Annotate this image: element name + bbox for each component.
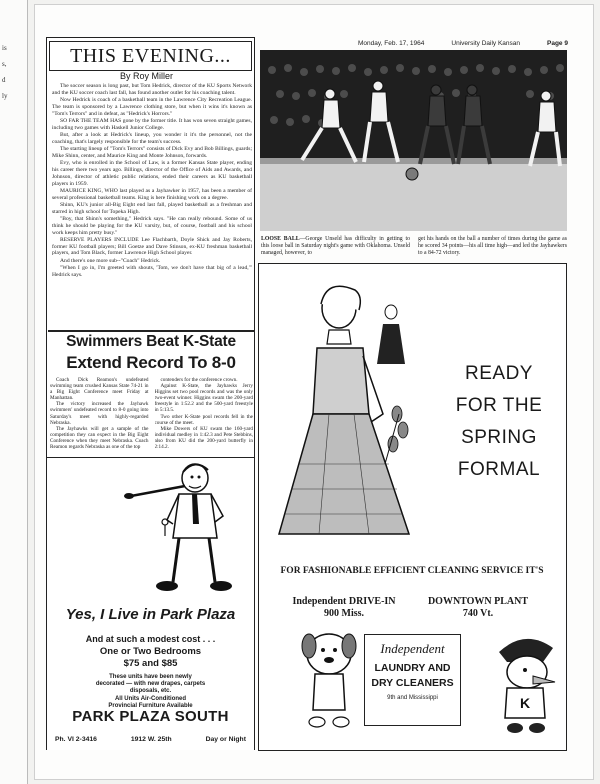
caption-col-1 [261, 236, 410, 257]
ad-features [47, 674, 254, 710]
issue-date: Monday, Feb. 17, 1964 [358, 40, 425, 47]
paragraph: Shinn, KU's junior all-Big Eight end last fall, played basketball as a freshman and starred in high school for Topeka High. [52, 201, 252, 215]
paragraph: And there's one more sub--"Coach" Hedrick. [60, 257, 161, 264]
location-2 [418, 596, 538, 620]
fragment: d [2, 76, 6, 84]
column-title: THIS EVENING... [70, 45, 231, 67]
paragraph: Two other K-State pool records fell in the course of the meet. [154, 413, 253, 426]
fragment: is [2, 44, 7, 52]
ad-name: PARK PLAZA SOUTH [72, 708, 229, 725]
paragraph: The starting lineup of "Tom's Terrors" consists of Dick Evy and Bob Billings, guards; Mike Shinn, center, and Maurice King and Monte Johnson, forwards. [52, 145, 252, 159]
headline-line: READY [465, 363, 533, 384]
paragraph: The victory increased the Jayhawk swimmers' undefeated record to 8-0 going into Saturday's meet with highly-regarded Nebraska. [50, 401, 149, 426]
ad-hours: Day or Night [205, 736, 246, 743]
ad-slogan: Yes, I Live in Park Plaza [65, 606, 236, 623]
paragraph: SO FAR THE TEAM HAS gone by the former title. It has won seven straight games, including two games with Haskell Junior College. [52, 117, 252, 131]
headline-line-1: Swimmers Beat K-State [66, 333, 236, 350]
paragraph: The soccer season is long past, but Tom Hedrick, director of the KU Sports Network and the KU soccer coach last fall, has found another outlet for his coaching talent. [52, 83, 252, 96]
location-1 [284, 596, 404, 620]
ad-address: 1912 W. 25th [130, 736, 172, 743]
paragraph: Against K-State, the Jayhawks Jerry Higgins set two pool records and was the only two-event winner. Higgins swam the 200-yard freestyle in 1:52.2 and the 500-yard freestyle in 5:13.5. [154, 383, 253, 414]
paragraph: But, after a look at Hedrick's lineup, you wonder it it's the personnel, not the coaching, that's largely responsible for the team's success. [52, 131, 252, 145]
feature-line: disposals, etc. [129, 688, 172, 695]
swim-col-a [50, 377, 149, 455]
location-2-name: DOWNTOWN PLANT [427, 596, 529, 607]
location-1-name: Independent DRIVE-IN [292, 596, 396, 607]
headline-line-2: Extend Record To 8-0 [66, 353, 236, 372]
location-1-address: 900 Miss. [324, 608, 364, 619]
ad-phone: Ph. VI 2-3416 [55, 736, 97, 743]
column-title-box [49, 41, 252, 71]
fragment: ly [2, 92, 8, 100]
photo-image [260, 50, 567, 231]
location-2-address: 740 Vt. [462, 608, 494, 619]
woman-in-dress-illustration [259, 264, 439, 564]
column-story [52, 83, 252, 328]
page-number: Page 9 [547, 40, 568, 47]
mascot-jayhawk-illustration [493, 632, 557, 736]
caption-text: —George Unseld has difficulty in getting to this loose ball in Saturday night's game with Oklahoma. Unseld managed, however, to [261, 236, 410, 256]
svg-text:K: K [519, 695, 531, 711]
brand-line-1: LAUNDRY AND [374, 662, 451, 674]
paragraph: MAURICE KING, WHO last played as a Jayhawker in 1957, has been a member of several professional basketball teams. King is here finishing work on a degree. [52, 187, 252, 201]
headline-line: FORMAL [457, 459, 541, 480]
paragraph: RESERVE PLAYERS INCLUDE Lee Flachbarth, Doyle Shick and Jay Roberts, former KU football players; Bill Goetze and Dave Stinson, ex-KU freshman basketball players, and Tom Black, former Lawrence High School player. [52, 236, 252, 257]
paragraph: Now Hedrick is coach of a basketball team in the Lawrence City Recreation League. The team is sponsored by a Lawrence clothing store, but when it wins it's known as "Tom's Terrors" and in defeat, as "Hedrick's Horrors." [52, 97, 252, 117]
ad-line-1: And at such a modest cost . . . [85, 634, 216, 644]
brand-line-2: DRY CLEANERS [371, 677, 454, 689]
feature-line: These units have been newly [109, 674, 192, 680]
paragraph: contenders for the conference crown. [160, 377, 238, 383]
feature-line: Provincial Furniture Available [108, 702, 193, 709]
caption-col-2: get his hands on the ball a number of times during the game as he scored 34 points—his all time high—and led the Jayhawkers to a 84-72 victory. [418, 236, 567, 256]
mascot-dog-illustration [299, 626, 359, 736]
feature-line: All Units Air-Conditioned [114, 695, 187, 702]
brand-box [364, 634, 461, 726]
caption-lead: LOOSE BALL [261, 236, 300, 242]
park-plaza-ad [47, 457, 254, 750]
masthead [358, 40, 568, 50]
paragraph: The Jayhawks will get a sample of the competition they can expect in the Big Eight Conference when they meet Nebraska. Coach Reamon regards Nebraska as one of the top [50, 425, 149, 451]
ad-line-2: One or Two Bedrooms [99, 646, 202, 657]
paragraph: Mike Dowers of KU swam the 160-yard individual medley in 1:42.3 and Pete Stebbins, also from KU did the 200-yard butterfly in 2:14.2. [154, 425, 253, 451]
ad-price: $75 and $85 [123, 658, 178, 669]
headline-line: SPRING [461, 427, 537, 448]
ad-headline [424, 358, 574, 486]
paper-name: University Daily Kansan [451, 40, 521, 47]
basketball-photo [260, 50, 567, 231]
paragraph: Evy, who is enrolled in the School of Law, is a former Kansas State player, ending his career there two years ago. Billings, director of the Office of Aids and Awards, and Johnson, director of athletic public relations, ended their careers as KU basketball players in 1959. [52, 159, 252, 187]
swim-col-b [155, 377, 254, 455]
paragraph: Coach Dick Reamon's undefeated swimming team crushed Kansas State 74-21 in a Big Eight Conference meet Friday at Manhattan. [50, 377, 149, 402]
brand-address: 9th and Mississippi [387, 695, 438, 701]
cartoon-man-illustration [47, 458, 254, 606]
paragraph: "When I go in, I'm greeted with shouts, 'Tom, we don't have that big of a lead,'" Hedrick says. [52, 264, 252, 278]
brand-name: Independent [380, 641, 445, 656]
fragment: s, [2, 60, 7, 68]
adjacent-page-edge [0, 0, 28, 784]
feature-line: decorated — with new drapes, carpets [95, 681, 206, 688]
byline: By Roy Miller [120, 71, 174, 81]
photo-caption [261, 236, 567, 257]
paragraph: "Boy, that Shinn's something," Hedrick says. "He can really rebound. Some of us think he should be playing for the KU varsity, but, of course, football and his school work keeps him pretty busy." [52, 215, 252, 236]
service-line: FOR FASHIONABLE EFFICIENT CLEANING SERVICE IT'S [280, 566, 544, 576]
swim-headline [48, 332, 254, 374]
ad-footer [55, 736, 246, 743]
headline-line: FOR THE [455, 395, 543, 416]
swim-story [50, 377, 253, 455]
